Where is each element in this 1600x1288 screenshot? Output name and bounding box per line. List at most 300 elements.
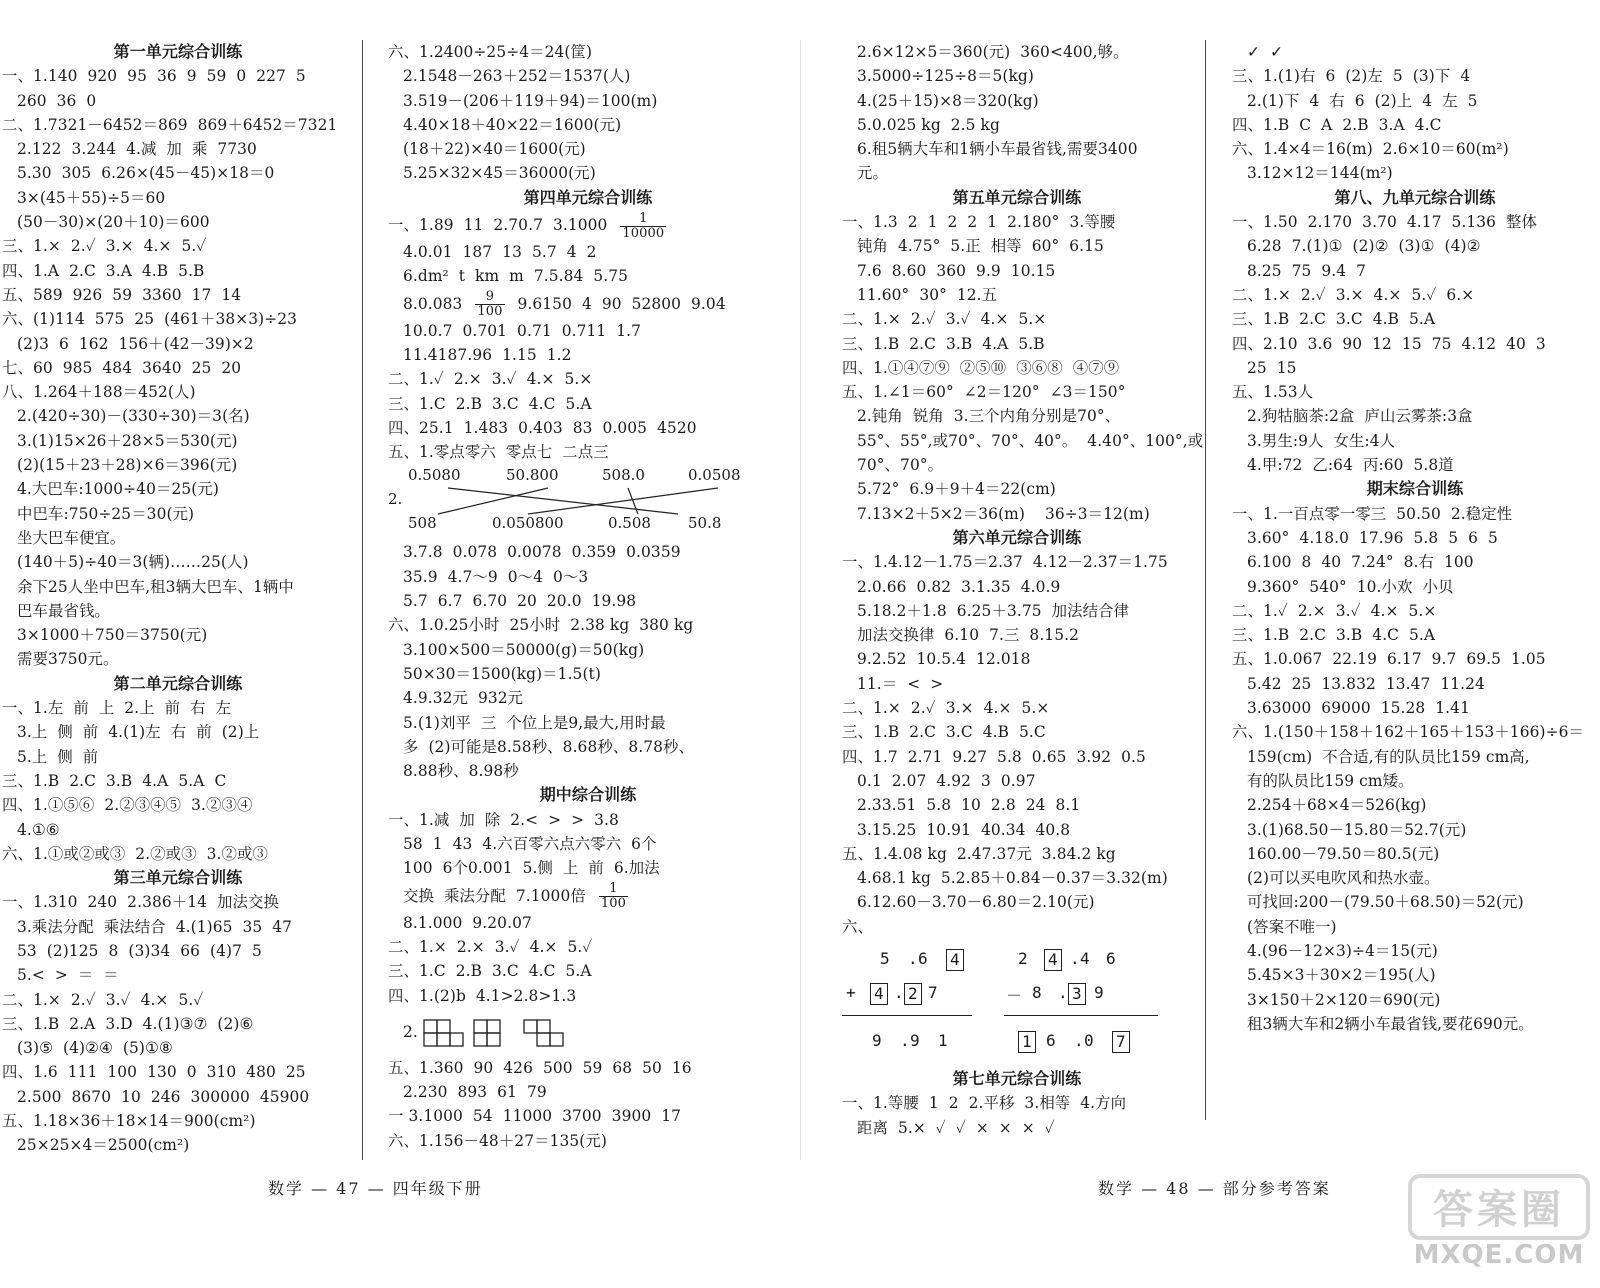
answer-line — [388, 367, 788, 391]
answer-line — [388, 319, 788, 343]
answer-line — [842, 404, 1192, 428]
answer-text: 五、1.0.067 22.19 6.17 9.7 69.5 1.05 — [1232, 650, 1546, 669]
answer-line — [388, 686, 788, 710]
answer-line — [2, 453, 354, 477]
answer-text: 2.254＋68×4＝526(kg) — [1232, 796, 1427, 815]
answer-text: 2.1548－263＋252＝1537(人) — [388, 67, 631, 86]
answer-text: 5.42 25 13.832 13.47 11.24 — [1232, 674, 1485, 693]
section-heading — [842, 526, 1192, 550]
answer-line — [388, 638, 788, 662]
answer-text: 2.500 8670 10 246 300000 45900 — [2, 1087, 310, 1106]
answer-box: 3 — [1068, 983, 1086, 1005]
answer-text: 元。 — [842, 164, 888, 183]
match-line — [628, 488, 638, 514]
answer-text: 6.28 7.(1)① (2)② (3)① (4)② — [1232, 237, 1481, 256]
answer-line — [2, 356, 354, 380]
answer-line — [842, 1116, 1192, 1140]
answer-text: 三、1.C 2.B 3.C 4.C 5.A — [388, 394, 592, 413]
answer-text: 4.甲:72 乙:64 丙:60 5.8道 — [1232, 456, 1454, 475]
answer-text: 5.< > ＝ ＝ — [2, 966, 119, 985]
answer-line — [1232, 1012, 1598, 1036]
answer-text: 一、1.310 240 2.386＋14 加法交换 — [2, 893, 279, 912]
answer-line — [1232, 745, 1598, 769]
digit: + — [846, 982, 856, 1002]
answer-line — [842, 818, 1192, 842]
answer-text: 159(cm) 不合适,有的队员比159 cm高, — [1232, 747, 1530, 766]
answer-text: 2.(1)下 4 右 6 (2)上 4 左 5 — [1232, 91, 1478, 110]
digit: . — [900, 1030, 910, 1050]
answer-text: 4.(96－12×3)÷4＝15(元) — [1232, 941, 1438, 960]
answer-text: 二、1.× 2.✓ 3.✓ 4.× 5.✓ — [2, 990, 204, 1009]
answer-line — [1232, 696, 1598, 720]
answer-line — [1232, 161, 1598, 185]
answer-text: 二、1.× 2.× 3.✓ 4.× 5.✓ — [388, 937, 593, 956]
answer-line — [2, 939, 354, 963]
answer-text: 4.40×18＋40×22＝1600(元) — [388, 115, 622, 134]
answer-text: (2)3 6 162 156＋(42－39)×2 — [2, 334, 254, 353]
center-divider — [800, 40, 801, 1160]
answer-text: 六、1.(150＋158＋162＋165＋153＋166)÷6＝ — [1232, 723, 1584, 742]
digit: 6 — [918, 948, 928, 968]
answer-line — [842, 672, 1192, 696]
digit: 5 — [880, 948, 890, 968]
section-heading — [842, 186, 1192, 210]
answer-text: 加法交换律 6.10 7.三 8.15.2 — [842, 626, 1079, 645]
answer-text: 5.18.2＋1.8 6.25＋3.75 加法结合律 — [842, 601, 1130, 620]
answer-text: 3.12×12＝144(m²) — [1232, 164, 1393, 183]
column-3 — [842, 40, 1204, 1140]
digit: 4 — [1080, 948, 1090, 968]
answer-text: (2)(15＋23＋28)×6＝396(元) — [2, 456, 238, 475]
column-2 — [388, 40, 788, 1153]
answer-line — [1232, 890, 1598, 914]
digit: . — [1074, 1030, 1084, 1050]
answer-text: 四、1.①④⑦⑨ ②⑤⑩ ③⑥⑧ ④⑦⑨ — [842, 358, 1120, 377]
answer-text: 第八、九单元综合训练 — [1334, 187, 1496, 207]
answer-line — [842, 745, 1192, 769]
answer-text: 租3辆大车和2辆小车最省钱,要花690元。 — [1232, 1014, 1534, 1033]
digit: 1 — [938, 1030, 948, 1050]
answer-line — [2, 963, 354, 987]
answer-text: 巴车最省钱。 — [2, 601, 110, 620]
answer-line — [1232, 210, 1598, 234]
answer-line — [2, 988, 354, 1012]
answer-text: 第七单元综合训练 — [952, 1068, 1082, 1088]
answer-text: 5.45×3＋30×2＝195(人) — [1232, 966, 1436, 985]
answer-text: 2.(420÷30)－(330÷30)＝3(名) — [2, 407, 250, 426]
answer-text: (答案不唯一) — [1232, 917, 1337, 936]
match-bottom-value: 50.8 — [688, 514, 722, 533]
column-divider — [1205, 40, 1206, 1120]
answer-line — [842, 842, 1192, 866]
answer-text: 160.00－79.50＝80.5(元) — [1232, 844, 1440, 863]
answer-text: 260 36 0 — [2, 91, 97, 110]
answer-text: 11.60° 30° 12.五 — [842, 285, 998, 304]
answer-text: 第六单元综合训练 — [952, 527, 1082, 547]
answer-line — [842, 113, 1192, 137]
answer-text: 七、60 985 484 3640 25 20 — [2, 358, 242, 377]
answer-line — [1232, 307, 1598, 331]
answer-line — [1232, 40, 1598, 64]
answer-line — [1232, 842, 1598, 866]
answer-line — [388, 984, 788, 1008]
answer-text: 11.＝ < > — [842, 674, 944, 693]
match-top-value: 508.0 — [602, 466, 645, 485]
answer-text: (18＋22)×40＝1600(元) — [388, 140, 586, 159]
answer-line — [842, 137, 1192, 161]
answer-line — [388, 264, 788, 288]
answer-line — [388, 565, 788, 589]
answer-text: 2.230 893 61 79 — [388, 1083, 547, 1102]
answer-text: 三、1.C 2.B 3.C 4.C 5.A — [388, 962, 592, 981]
answer-text: 2.钝角 锐角 3.三个内角分别是70°、 — [842, 407, 1121, 426]
answer-line — [1232, 502, 1598, 526]
answer-line — [842, 332, 1192, 356]
answer-line — [2, 720, 354, 744]
answer-box: 1 — [1018, 1031, 1036, 1053]
answer-text: 多 (2)可能是8.58秒、8.68秒、8.78秒、 — [388, 737, 694, 756]
digit: 2 — [1018, 948, 1028, 968]
answer-text: 9.360° 540° 10.小欢 小贝 — [1232, 577, 1454, 596]
answer-line — [842, 40, 1192, 64]
answer-text: 4.(25＋15)×8＝320(kg) — [842, 91, 1039, 110]
answer-text: 2.33.51 5.8 10 2.8 24 8.1 — [842, 796, 1081, 815]
answer-line — [842, 502, 1192, 526]
answer-line — [842, 356, 1192, 380]
answer-line — [1232, 769, 1598, 793]
answer-text: 坐大巴车便宜。 — [2, 528, 126, 547]
answer-line — [388, 210, 788, 240]
answer-text: 四、1.A 2.C 3.A 4.B 5.B — [2, 261, 205, 280]
answer-text: 第三单元综合训练 — [113, 868, 243, 888]
answer-text: 三、1.B 2.C 3.B 4.C 5.A — [1232, 626, 1436, 645]
answer-line — [1232, 453, 1598, 477]
answer-line — [1232, 623, 1598, 647]
section-heading — [1232, 186, 1598, 210]
answer-line — [842, 161, 1192, 185]
answer-text: 5.30 305 6.26×(45－45)×18＝0 — [2, 164, 275, 183]
answer-line — [2, 477, 354, 501]
vertical-arithmetic — [842, 939, 1192, 1067]
answer-line — [2, 210, 354, 234]
answer-text: 2.6×12×5＝360(元) 360<400,够。 — [842, 43, 1129, 61]
answer-text: 一、1.左 前 上 2.上 前 右 左 — [2, 699, 232, 718]
answer-line — [2, 332, 354, 356]
answer-line — [1232, 234, 1598, 258]
answer-line — [1232, 113, 1598, 137]
answer-line — [2, 64, 354, 88]
answer-text: 一、1.89 11 2.70.7 3.1000 — [388, 216, 618, 235]
digit: . — [908, 948, 918, 968]
answer-line — [2, 890, 354, 914]
answer-line — [2, 502, 354, 526]
answer-text: 5.0.025 kg 2.5 kg — [842, 115, 1000, 134]
answer-text: 6.100 8 40 7.24° 8.右 100 — [1232, 553, 1474, 572]
answer-text: 一、1.减 加 除 2.< > > 3.8 — [388, 810, 619, 829]
answer-line — [1232, 720, 1598, 744]
answer-text: 第一单元综合训练 — [113, 42, 243, 61]
column-divider — [362, 40, 363, 1160]
footer-left: 数学 — 47 — 四年级下册 — [268, 1179, 483, 1198]
answer-text: 3.男生:9人 女生:4人 — [1232, 431, 1396, 450]
answer-text: 2.122 3.244 4.减 加 乘 7730 — [2, 140, 257, 159]
answer-line — [2, 259, 354, 283]
answer-text: 6.租5辆大车和1辆小车最省钱,需要3400 — [842, 140, 1138, 159]
answer-text: 3×1000＋750＝3750(元) — [2, 626, 208, 645]
answer-line — [2, 1060, 354, 1084]
answer-text: 三、1.× 2.✓ 3.× 4.× 5.✓ — [2, 237, 207, 256]
answer-text: 可找回:200－(79.50＋68.50)＝52(元) — [1232, 893, 1524, 912]
answer-text: (2)可以买电吹风和热水壶。 — [1232, 869, 1440, 888]
answer-text: 70°、70°。 — [842, 456, 944, 475]
answer-line — [1232, 647, 1598, 671]
answer-text: 二、1.7321－6452＝869 869＋6452＝7321 — [2, 115, 338, 134]
answer-text: 3.63000 69000 15.28 1.41 — [1232, 699, 1470, 718]
column-4 — [1232, 40, 1598, 1036]
answer-line — [1232, 429, 1598, 453]
answer-text: 六、1.0.25小时 25小时 2.38 kg 380 kg — [388, 616, 694, 635]
answer-line — [842, 429, 1204, 453]
answer-text: 四、1.B C A 2.B 3.A 4.C — [1232, 115, 1442, 134]
answer-line — [1232, 259, 1598, 283]
answer-line — [1232, 283, 1598, 307]
answer-text: 25 15 — [1232, 358, 1297, 377]
answer-text: 2.0.66 0.82 3.1.35 4.0.9 — [842, 577, 1061, 596]
answer-line — [842, 234, 1192, 258]
digit: 8 — [1032, 982, 1042, 1002]
section-heading — [842, 1067, 1192, 1091]
answer-text: (140＋5)÷40＝3(辆)……25(人) — [2, 553, 249, 572]
match-label: 2. — [388, 490, 403, 509]
answer-line — [388, 161, 788, 185]
answer-text: 3.100×500＝50000(g)＝50(kg) — [388, 640, 645, 659]
answer-text: 三、1.(1)右 6 (2)左 5 (3)下 4 — [1232, 67, 1471, 86]
digit: 6 — [1046, 1030, 1056, 1050]
answer-text: 6.dm² t km m 7.5.84 5.75 — [388, 267, 629, 286]
answer-text: 二、1.✓ 2.× 3.✓ 4.× 5.× — [388, 370, 593, 389]
answer-text: 二、1.× 2.✓ 3.× 4.× 5.✓ 6.× — [1232, 285, 1475, 304]
digit: 0 — [1084, 1030, 1094, 1050]
digit: . — [1058, 982, 1068, 1002]
cube-view-icon — [422, 1018, 464, 1048]
answer-line — [842, 647, 1192, 671]
answer-line — [388, 137, 788, 161]
column-1 — [2, 40, 354, 1158]
answer-line — [2, 1012, 354, 1036]
answer-text: 四、1.(2)b 4.1>2.8>1.3 — [388, 986, 577, 1005]
answer-text: 六、(1)114 575 25 (461＋38×3)÷23 — [2, 310, 297, 329]
answer-text: 7.13×2＋5×2＝36(m) 36÷3＝12(m) — [842, 504, 1150, 523]
answer-line — [388, 808, 788, 832]
answer-text: 5.72° 6.9＋9＋4＝22(cm) — [842, 480, 1056, 499]
answer-text: 距离 5.× ✓ ✓ × × × ✓ — [842, 1118, 1055, 1137]
answer-line — [388, 240, 788, 264]
match-top-value: 0.5080 — [408, 466, 461, 485]
matching-lines — [388, 464, 788, 540]
answer-line — [2, 137, 354, 161]
fraction-numerator: 1 — [599, 882, 628, 897]
answer-line — [388, 540, 788, 564]
answer-line — [2, 842, 354, 866]
answer-box: 4 — [1044, 949, 1062, 971]
section-heading — [1232, 477, 1598, 501]
answer-line — [1232, 526, 1598, 550]
answer-line — [2, 745, 354, 769]
fraction — [620, 212, 666, 241]
answer-text: 58 1 43 4.六百零六点六零六 6个 — [388, 835, 657, 854]
answer-text: 3×(45＋55)÷5＝60 — [2, 188, 166, 207]
answer-text: 一、1.3 2 1 2 2 1 2.180° 3.等腰 — [842, 213, 1116, 232]
answer-text: 四、2.10 3.6 90 12 15 75 4.12 40 3 — [1232, 334, 1546, 353]
answer-line — [1232, 332, 1598, 356]
answer-box: 7 — [1112, 1031, 1130, 1053]
answer-text: 交换 乘法分配 7.1000倍 — [388, 886, 596, 905]
answer-text: 六、1.2400÷25÷4＝24(筐) — [388, 43, 593, 61]
answer-line — [1232, 818, 1598, 842]
answer-text: 25×25×4＝2500(cm²) — [2, 1136, 190, 1155]
answer-line — [2, 623, 354, 647]
answer-line — [2, 234, 354, 258]
answer-text: 2.狗牯脑茶:2盒 庐山云雾茶:3盒 — [1232, 407, 1473, 426]
answer-line — [2, 380, 354, 404]
digit: 9 — [1094, 982, 1104, 1002]
answer-text: 期中综合训练 — [539, 785, 637, 805]
answer-text: 期末综合训练 — [1366, 479, 1464, 499]
answer-text: 3.上 侧 前 4.(1)左 右 前 (2)上 — [2, 723, 260, 742]
answer-line — [2, 307, 354, 331]
digit: 7 — [928, 982, 938, 1002]
answer-box: 4 — [870, 983, 888, 1005]
answer-line — [2, 550, 354, 574]
answer-text: 第四单元综合训练 — [523, 187, 653, 207]
grid-label: 2. — [388, 1022, 418, 1041]
answer-line — [2, 696, 354, 720]
answer-line — [388, 832, 788, 856]
answer-text: 一、1.一百点零一零三 50.50 2.稳定性 — [1232, 504, 1513, 523]
answer-line — [842, 64, 1192, 88]
answer-line — [2, 1036, 354, 1060]
answer-text: (50－30)×(20＋10)＝600 — [2, 213, 210, 232]
answer-line — [842, 453, 1192, 477]
match-bottom-value: 0.050800 — [492, 514, 564, 533]
answer-text: 五、1.4.08 kg 2.47.37元 3.84.2 kg — [842, 844, 1116, 863]
answer-line — [1232, 64, 1598, 88]
answer-line — [842, 769, 1192, 793]
answer-text: 三、1.B 2.A 3.D 4.(1)③⑦ (2)⑥ — [2, 1014, 254, 1033]
answer-line — [388, 589, 788, 613]
answer-text: 六、1.4×4＝16(m) 2.6×10＝60(m²) — [1232, 140, 1509, 159]
answer-text: 4.9.32元 932元 — [388, 689, 524, 708]
answer-text: 中巴车:750÷25＝30(元) — [2, 504, 195, 523]
answer-line — [1232, 963, 1598, 987]
answer-line — [388, 440, 788, 464]
answer-text: 第二单元综合训练 — [113, 673, 243, 693]
answer-text: 4.大巴车:1000÷40＝25(元) — [2, 480, 219, 499]
section-heading — [2, 672, 354, 696]
answer-line — [2, 186, 354, 210]
digit: 9 — [872, 1030, 882, 1050]
answer-text: 50×30＝1500(kg)＝1.5(t) — [388, 664, 601, 683]
match-top-value: 50.800 — [506, 466, 559, 485]
answer-line — [1232, 599, 1598, 623]
answer-text: 5.上 侧 前 — [2, 747, 99, 766]
answer-line — [388, 1080, 788, 1104]
answer-text: 6.12.60－3.70－6.80＝2.10(元) — [842, 893, 1095, 912]
answer-text: 3.15.25 10.91 40.34 40.8 — [842, 820, 1071, 839]
answer-line — [2, 915, 354, 939]
answer-line — [388, 1129, 788, 1153]
fraction-numerator: 1 — [620, 212, 666, 227]
answer-text: 五、1.18×36＋18×14＝900(cm²) — [2, 1112, 256, 1131]
answer-text: 三、1.B 2.C 3.C 4.B 5.A — [1232, 310, 1436, 329]
answer-line — [842, 866, 1192, 890]
answer-box: 2 — [904, 983, 922, 1005]
answer-line — [842, 915, 1192, 939]
cube-view-icon — [522, 1018, 564, 1048]
digit: . — [1070, 948, 1080, 968]
fraction — [599, 882, 628, 911]
answer-text: 3.5000÷125÷8＝5(kg) — [842, 67, 1034, 86]
answer-text: 53 (2)125 8 (3)34 66 (4)7 5 — [2, 941, 262, 960]
answer-line — [842, 210, 1192, 234]
answer-line — [2, 793, 354, 817]
answer-line — [2, 161, 354, 185]
match-bottom-value: 0.508 — [608, 514, 651, 533]
answer-line — [388, 959, 788, 983]
answer-text: 有的队员比159 cm矮。 — [1232, 771, 1414, 790]
section-heading — [388, 186, 788, 210]
answer-text: (3)⑤ (4)②④ (5)①⑧ — [2, 1039, 173, 1058]
match-top-value: 0.0508 — [688, 466, 741, 485]
answer-box: 4 — [946, 949, 964, 971]
answer-line — [2, 647, 354, 671]
answer-line — [388, 759, 788, 783]
answer-text: 3.(1)15×26＋28×5＝530(元) — [2, 431, 238, 450]
fraction-denominator: 10000 — [622, 225, 665, 241]
answer-line — [1232, 672, 1598, 696]
section-heading — [2, 866, 354, 890]
answer-text: 一 3.1000 54 11000 3700 3900 17 — [388, 1107, 682, 1126]
answer-text: 四、1.6 111 100 130 0 310 480 25 — [2, 1063, 306, 1082]
answer-text: 五、1.∠1＝60° ∠2＝120° ∠3＝150° — [842, 383, 1126, 402]
answer-text: 3.乘法分配 乘法结合 4.(1)65 35 47 — [2, 917, 293, 936]
answer-line — [388, 113, 788, 137]
answer-line — [2, 575, 354, 599]
answer-text: 三、1.B 2.C 3.B 4.A 5.A C — [2, 771, 227, 790]
answer-text: 5.25×32×45＝36000(元) — [388, 164, 596, 183]
difference-rule — [1004, 1015, 1158, 1017]
answer-line — [842, 720, 1192, 744]
answer-line — [1232, 915, 1598, 939]
answer-line — [388, 613, 788, 637]
answer-text: ✓ ✓ — [1232, 43, 1283, 61]
answer-text: 一、1.50 2.170 3.70 4.17 5.136 整体 — [1232, 213, 1538, 232]
decimal-matching-diagram — [388, 464, 788, 540]
answer-text: 8.1.000 9.20.07 — [388, 913, 532, 932]
fraction-denominator: 100 — [477, 304, 503, 320]
answer-line — [842, 477, 1192, 501]
fraction-denominator: 100 — [600, 896, 626, 912]
answer-line — [1232, 793, 1598, 817]
answer-line — [2, 89, 354, 113]
section-heading — [2, 40, 354, 64]
answer-line — [842, 550, 1192, 574]
fraction — [475, 290, 504, 319]
match-bottom-value: 508 — [408, 514, 437, 533]
answer-text: 六、 — [842, 917, 873, 936]
section-heading — [388, 783, 788, 807]
answer-line — [2, 599, 354, 623]
